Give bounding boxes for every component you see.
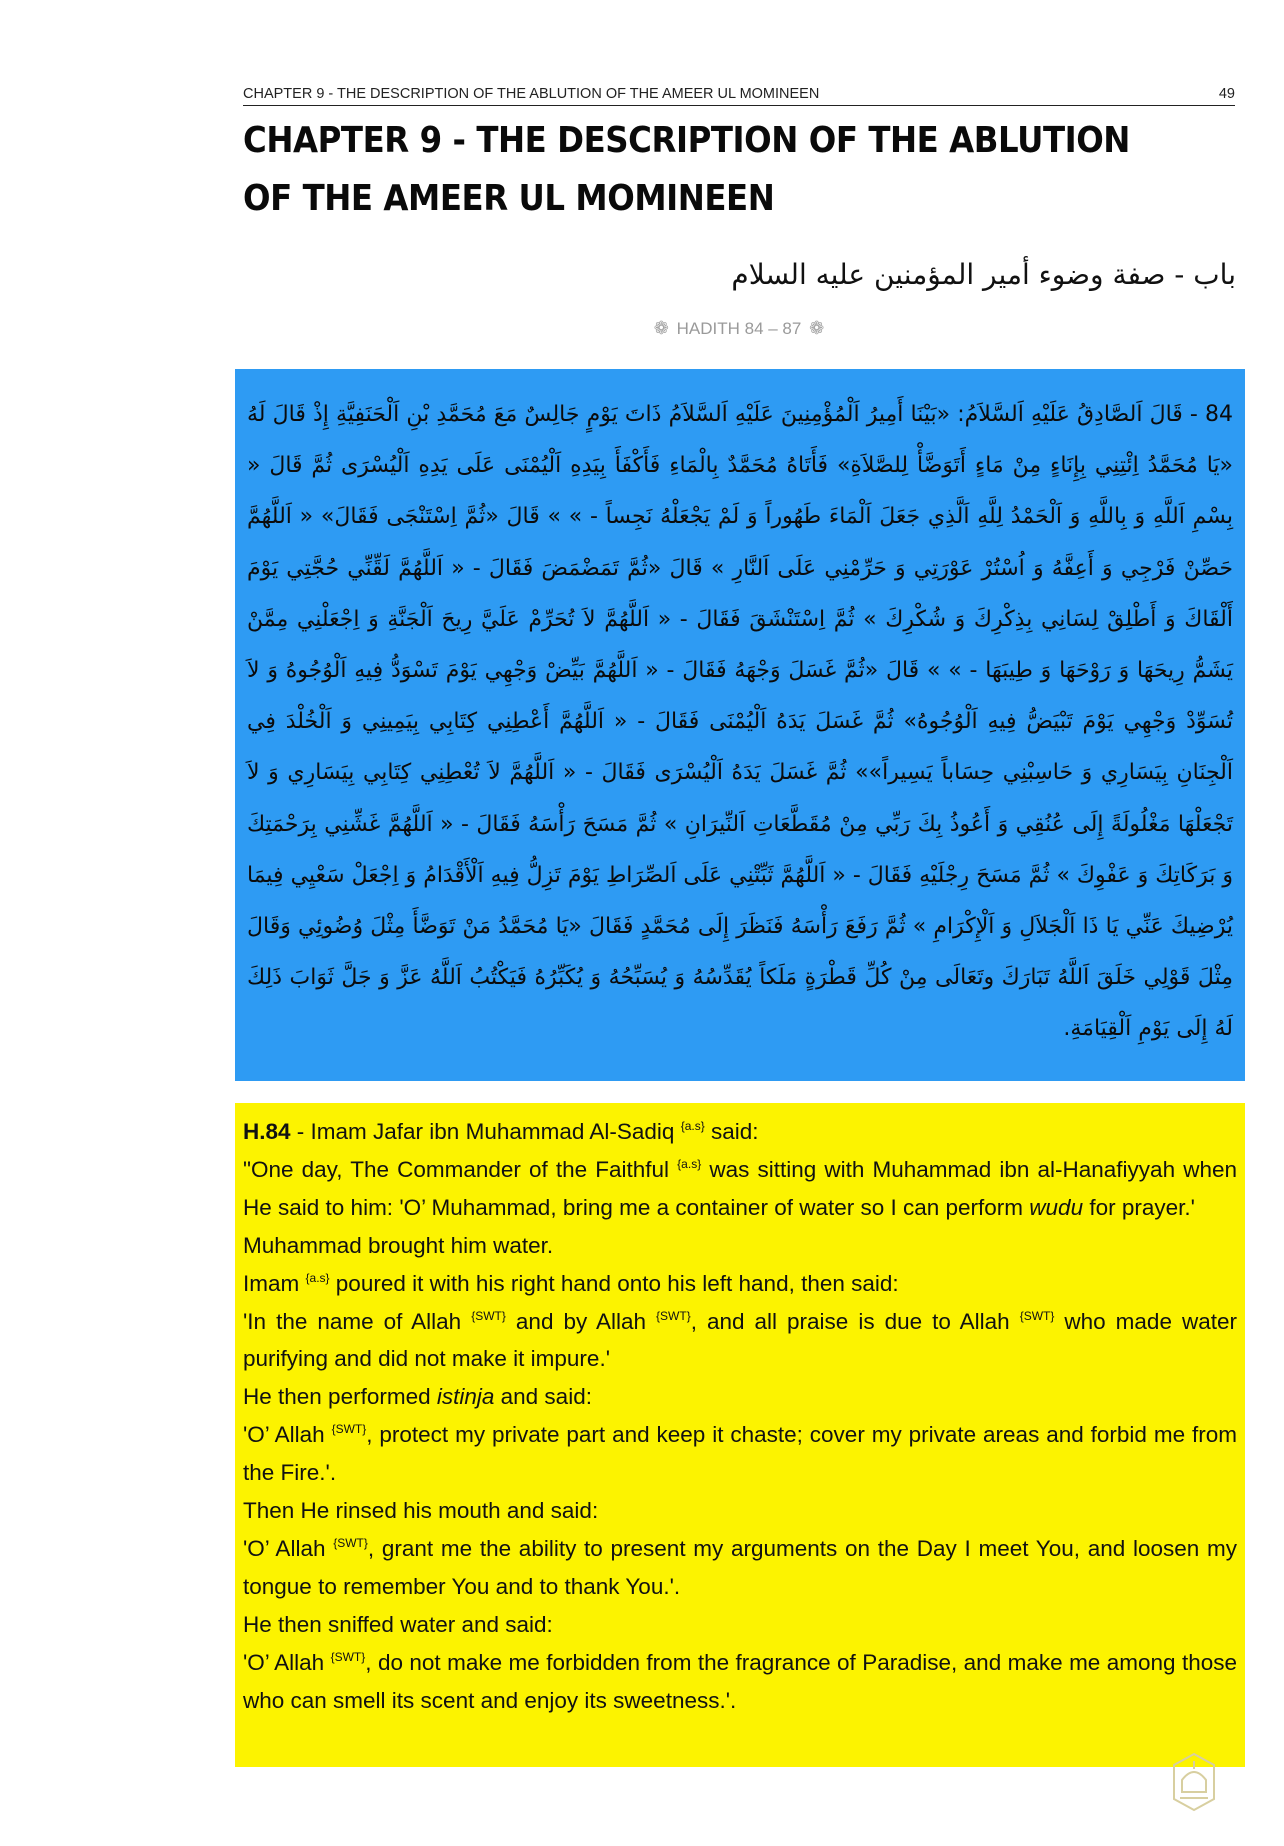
arabic-chapter-title: باب - صفة وضوء أمير المؤمنين عليه السلام (731, 258, 1236, 291)
translation-paragraph: 'O’ Allah $^{\{SWT\}}$, protect my private part and keep it chaste; cover my private areas and forbid me from the Fire.'. (243, 1422, 1237, 1486)
mosque-seal-icon (1168, 1752, 1220, 1812)
translation-paragraph: He then sniffed water and said: (243, 1611, 553, 1637)
translation-paragraph: 'In the name of Allah $^{\{SWT\}}$ and by Allah $^{\{SWT\}}$, and all praise is due to Allah $^{\{SWT\}}$ who made water purifying and did not make it impure.' (243, 1308, 1237, 1372)
honorific: {SWT} (471, 1308, 506, 1323)
ornament-icon: ❁ (653, 318, 669, 338)
honorific: {a.s} (680, 1119, 705, 1133)
page-header (243, 86, 1235, 106)
translation-paragraph: He then performed istinja and said: (243, 1384, 592, 1410)
translation-paragraph: "One day, The Commander of the Faithful $^{\{a.s\}}$ was sitting with Muhammad ibn al-Hanafiyyah when He said to him: 'O’ Muhammad, bring me a container of water so I can perform wudu for prayer.' (243, 1156, 1237, 1220)
honorific: {SWT} (331, 1422, 367, 1437)
arabic-hadith-box (235, 369, 1245, 1081)
translation-paragraph: Muhammad brought him water. (243, 1232, 554, 1258)
honorific: {SWT} (656, 1308, 691, 1323)
hadith-label: H.84 (243, 1119, 291, 1144)
honorific: {SWT} (330, 1649, 366, 1664)
english-translation-box (235, 1103, 1245, 1767)
hadith-range (243, 318, 1235, 339)
translation-paragraph: 'O’ Allah $^{\{SWT\}}$, do not make me forbidden from the fragrance of Paradise, and make me among those who can smell its scent and enjoy its sweetness.'. (243, 1649, 1237, 1713)
translation-paragraph: 'O’ Allah $^{\{SWT\}}$, grant me the ability to present my arguments on the Day I meet You, and loosen my tongue to remember You and to thank You.'. (243, 1535, 1237, 1599)
translation-paragraph: Imam $^{\{a.s\}}$ poured it with his right hand onto his left hand, then said: (243, 1270, 899, 1296)
hadith-intro: H.84 - Imam Jafar ibn Muhammad Al-Sadiq $^{\{a.s\}}$ said: (243, 1119, 759, 1144)
honorific: {a.s} (677, 1156, 702, 1171)
translation-paragraph: Then He rinsed his mouth and said: (243, 1498, 599, 1524)
ornament-icon: ❁ (809, 318, 825, 338)
honorific: {SWT} (333, 1535, 368, 1550)
hadith-range-label: HADITH 84 – 87 (676, 319, 802, 338)
honorific: {a.s} (305, 1270, 330, 1285)
chapter-title: CHAPTER 9 - THE DESCRIPTION OF THE ABLUTION OF THE AMEER UL MOMINEEN (243, 120, 1130, 219)
page-number: 49 (1218, 86, 1235, 102)
running-title: CHAPTER 9 - THE DESCRIPTION OF THE ABLUTION OF THE AMEER UL MOMINEEN (243, 86, 820, 102)
honorific: {SWT} (1019, 1308, 1055, 1323)
arabic-hadith-text: 84 - قَالَ اَلصَّادِقُ عَلَيْهِ اَلسَّلاَمُ: «بَيْنَا أَمِيرُ اَلْمُؤْمِنِينَ عَلَيْهِ اَلسَّلاَمُ ذَاتَ يَوْمٍ جَالِسٌ مَعَ مُحَمَّدِ بْنِ اَلْحَنَفِيَّةِ إِذْ قَالَ لَهُ «يَا مُحَمَّدُ اِئْتِنِي بِإِنَاءٍ مِنْ مَاءٍ أَتَوَضَّأْ لِلصَّلاَةِ» فَأَتَاهُ مُحَمَّدٌ بِالْمَاءِ فَأَكْفَأَ بِيَدِهِ اَلْيُمْنَى عَلَى يَدِهِ اَلْيُسْرَى ثُمَّ قَالَ « بِسْمِ اَللَّهِ وَ بِاللَّهِ وَ اَلْحَمْدُ لِلَّهِ اَلَّذِي جَعَلَ اَلْمَاءَ طَهُوراً وَ لَمْ يَجْعَلْهُ نَجِساً - » » قَالَ «ثُمَّ اِسْتَنْجَى فَقَالَ» « اَللَّهُمَّ حَصِّنْ فَرْجِي وَ أَعِفَّهُ وَ اُسْتُرْ عَوْرَتِي وَ حَرِّمْنِي عَلَى اَلنَّارِ » قَالَ «ثُمَّ تَمَضْمَضَ فَقَالَ - « اَللَّهُمَّ لَقِّنِّي حُجَّتِي يَوْمَ أَلْقَاكَ وَ أَطْلِقْ لِسَانِي بِذِكْرِكَ وَ شُكْرِكَ » ثُمَّ اِسْتَنْشَقَ فَقَالَ - « اَللَّهُمَّ لاَ تُحَرِّمْ عَلَيَّ رِيحَ اَلْجَنَّةِ وَ اِجْعَلْنِي مِمَّنْ يَشَمُّ رِيحَهَا وَ رَوْحَهَا وَ طِيبَهَا - » » قَالَ «ثُمَّ غَسَلَ وَجْهَهُ فَقَالَ - « اَللَّهُمَّ بَيِّضْ وَجْهِي يَوْمَ تَسْوَدُّ فِيهِ اَلْوُجُوهُ وَ لاَ تُسَوِّدْ وَجْهِي يَوْمَ تَبْيَضُّ فِيهِ اَلْوُجُوهُ» ثُمَّ غَسَلَ يَدَهُ اَلْيُمْنَى فَقَالَ - « اَللَّهُمَّ أَعْطِنِي كِتَابِي بِيَمِينِي وَ اَلْخُلْدَ فِي اَلْجِنَانِ بِيَسَارِي وَ حَاسِبْنِي حِسَاباً يَسِيراً»» ثُمَّ غَسَلَ يَدَهُ اَلْيُسْرَى فَقَالَ - « اَللَّهُمَّ لاَ تُعْطِنِي كِتَابِي بِيَسَارِي وَ لاَ تَجْعَلْهَا مَغْلُولَةً إِلَى عُنُقِي وَ أَعُوذُ بِكَ رَبِّي مِنْ مُقَطَّعَاتِ اَلنِّيرَانِ » ثُمَّ مَسَحَ رَأْسَهُ فَقَالَ - « اَللَّهُمَّ غَشِّنِي بِرَحْمَتِكَ وَ بَرَكَاتِكَ وَ عَفْوِكَ » ثُمَّ مَسَحَ رِجْلَيْهِ فَقَالَ - « اَللَّهُمَّ ثَبِّتْنِي عَلَى اَلصِّرَاطِ يَوْمَ تَزِلُّ فِيهِ اَلْأَقْدَامُ وَ اِجْعَلْ سَعْيِي فِيمَا يُرْضِيكَ عَنِّي يَا ذَا اَلْجَلاَلِ وَ اَلْإِكْرَامِ » ثُمَّ رَفَعَ رَأْسَهُ فَنَظَرَ إِلَى مُحَمَّدٍ فَقَالَ «يَا مُحَمَّدُ مَنْ تَوَضَّأَ مِثْلَ وُضُوئِي وَقَالَ مِثْلَ قَوْلِي خَلَقَ اَللَّهُ تَبَارَكَ وتَعَالَى مِنْ كُلِّ قَطْرَةٍ مَلَكاً يُقَدِّسُهُ وَ يُسَبِّحُهُ وَ يُكَبِّرُهُ فَيَكْتُبُ اَللَّهُ عَزَّ وَ جَلَّ ثَوَابَ ذَلِكَ لَهُ إِلَى يَوْمِ اَلْقِيَامَةِ. (247, 402, 1233, 1042)
